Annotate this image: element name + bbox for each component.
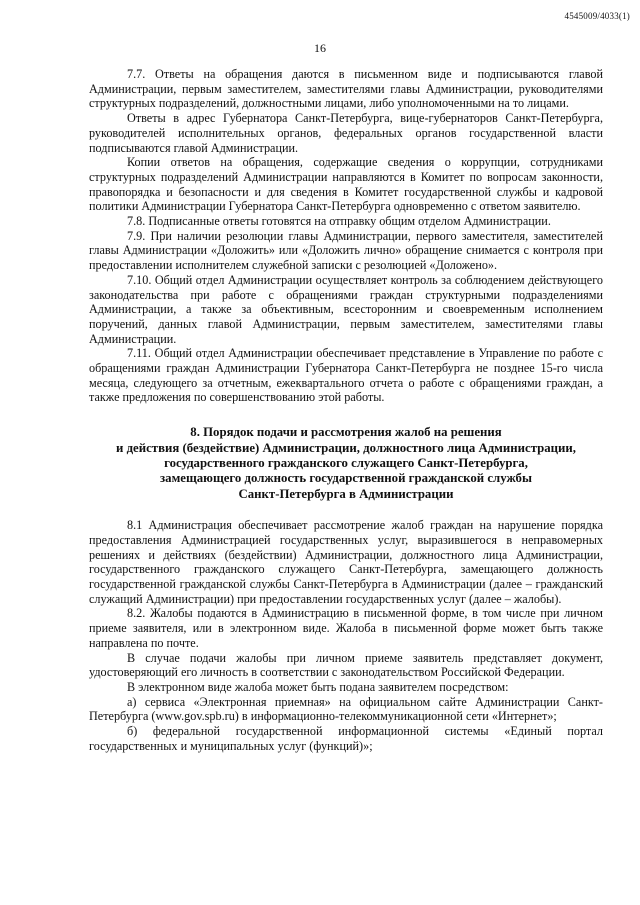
section-heading-line: 8. Порядок подачи и рассмотрения жалоб на решения <box>190 425 502 440</box>
document-body <box>89 67 603 753</box>
section-heading-line: и действия (бездействие) Администрации, должностного лица Администрации, <box>116 440 576 455</box>
section-heading-line: государственного гражданского служащего Санкт-Петербурга, <box>164 455 528 470</box>
paragraph-8-2: 8.2. Жалобы подаются в Администрацию в письменной форме, в том числе при личном приеме заявителя, или в электронном виде. Жалоба в письменной форме может быть также направлена по почте. <box>89 606 603 650</box>
paragraph-electronic-submission: В электронном виде жалоба может быть подана заявителем посредством: <box>127 679 509 694</box>
paragraph-corruption-copies: Копии ответов на обращения, содержащие сведения о коррупции, сотрудниками структурных подразделений Администрации направляются в Комитет по вопросам законности, правопорядка и безопасности и для сведения в Комитет государственной службы и кадровой политики Администрации Губернатора Санкт-Петербурга одновременно с ответом заявителю. <box>89 155 603 214</box>
paragraph-item-a: а) сервиса «Электронная приемная» на официальном сайте Администрации Санкт-Петербурга (www.gov.spb.ru) в информационно-телекоммуникационной сети «Интернет»; <box>89 694 603 724</box>
page-number: 16 <box>314 41 326 55</box>
paragraph-7-10: 7.10. Общий отдел Администрации осуществляет контроль за соблюдением действующего законодательства при работе с обращениями граждан структурными подразделениями Администрации, а также за объективным, всесторонним и своевременным исполнением поручений, данных главой Администрации, первым заместителем, заместителями главы Администрации. <box>89 272 603 346</box>
paragraph-item-b: б) федеральной государственной информационной системы «Единый портал государственных и муниципальных услуг (функций)»; <box>89 724 603 753</box>
document-id: 4545009/4033(1) <box>564 11 630 21</box>
paragraph-7-9: 7.9. При наличии резолюции главы Администрации, первого заместителя, заместителей главы Администрации «Доложить» или «Доложить лично» обращение снимается с контроля при предоставлении исполнителем служебной записки с резолюцией «Доложено». <box>89 228 603 273</box>
paragraph-personal-reception: В случае подачи жалобы при личном приеме заявитель представляет документ, удостоверяющий его личность в соответствии с законодательством Российской Федерации. <box>89 650 603 680</box>
paragraph-answers-to-governor: Ответы в адрес Губернатора Санкт-Петербурга, вице-губернаторов Санкт-Петербурга, руководителей исполнительных органов, федеральных органов государственной власти подписываются главой Администрации. <box>89 111 603 155</box>
paragraph-7-8: 7.8. Подписанные ответы готовятся на отправку общим отделом Администрации. <box>127 214 551 229</box>
section-8-heading <box>89 425 603 502</box>
section-heading-line: Санкт-Петербурга в Администрации <box>238 486 454 501</box>
paragraph-7-7: 7.7. Ответы на обращения даются в письменном виде и подписываются главой Администрации, первым заместителем, заместителями главы Администрации, руководителями структурных подразделений, должностными лицами, либо уполномоченными на то лицами. <box>89 67 603 111</box>
section-heading-line: замещающего должность государственной гражданской службы <box>160 471 532 486</box>
paragraph-8-1: 8.1 Администрация обеспечивает рассмотрение жалоб граждан на нарушение порядка предоставления Администрацией государственных услуг, выразившегося в неправомерных решениях и действиях (бездействии) Администрации, должностного лица Администрации, государственного гражданского служащего Санкт-Петербурга, замещающего должность государственной гражданской службы Санкт-Петербурга в Администрации (далее – гражданский служащий Администрации) при предоставлении государственных услуг (далее – жалобы). <box>89 518 603 606</box>
paragraph-7-11: 7.11. Общий отдел Администрации обеспечивает представление в Управление по работе с обращениями граждан Администрации Губернатора Санкт-Петербурга не позднее 15-го числа месяца, следующего за отчетным, ежеквартального отчета о работе с обращениями граждан, а также предложения по совершенствованию этой работы. <box>89 346 603 405</box>
